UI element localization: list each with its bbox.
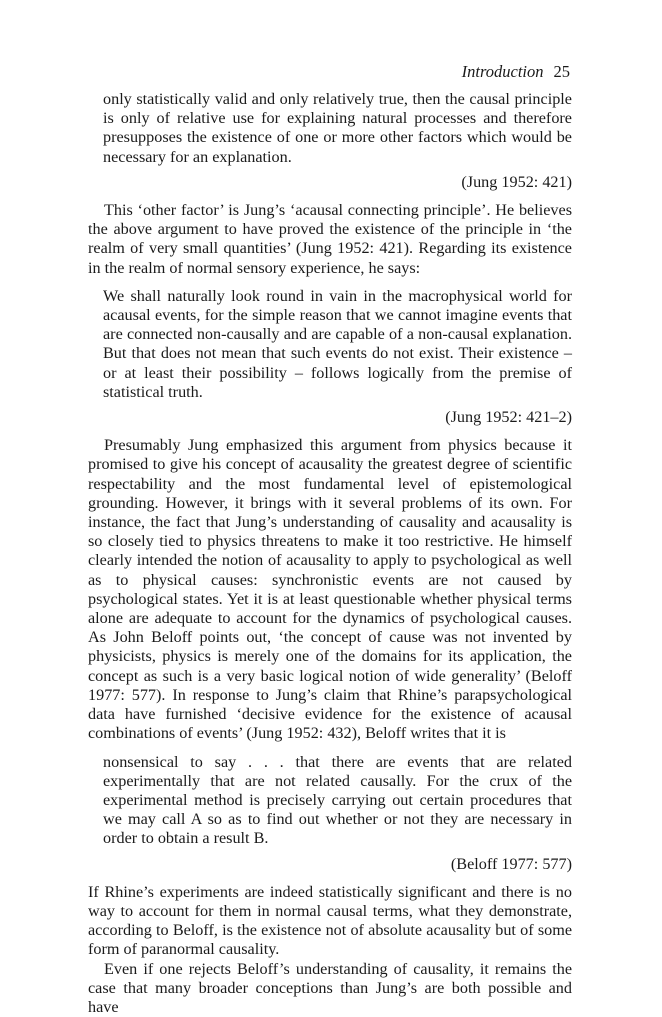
- paragraph-beloff-argument: Presumably Jung emphasized this argument from physics because it promised to give his concept of acausality the greatest degree of scientific respectability and the most fundamental level of epistemological grounding. However, it brings with it several problems of its own. For instance, the fact that Jung’s understanding of causality and acausality is so closely tied to physics threatens to make it too restrictive. He himself clearly intended the notion of acausality to apply to psychological as well as to physical causes: synchronistic events are not caused by psychological states. Yet it is at least questionable whether physical terms alone are adequate to account for the dynamics of psychological causes. As John Beloff points out, ‘the concept of cause was not invented by physicists, physics is merely one of the domains for its application, the concept as such is a very basic logical notion of wide generality’ (Beloff 1977: 577). In response to Jung’s claim that Rhine’s parapsychological data have furnished ‘decisive evidence for the existence of acausal combinations of events’ (Jung 1952: 432), Beloff writes that it is: [88, 436, 572, 743]
- paragraph-rhine-experiments: If Rhine’s experiments are indeed statistically significant and there is no way to account for them in normal causal terms, what they demonstrate, according to Beloff, is the existence not of absolute acausality but of some form of paranormal causality.: [88, 882, 572, 959]
- running-title: Introduction: [461, 62, 544, 81]
- paragraph-other-factor: This ‘other factor’ is Jung’s ‘acausal connecting principle’. He believes the above argument to have proved the existence of the principle in ‘the realm of very small quantities’ (Jung 1952: 421). Regarding its existence in the realm of normal sensory experience, he says:: [88, 201, 572, 277]
- block-quote-beloff: nonsensical to say . . . that there are events that are related experimentally that are not related causally. For the crux of the experimental method is precisely carrying out certain procedures that we may call A so as to find out whether or not they are necessary in order to obtain a result B.: [103, 752, 572, 848]
- citation-jung-1: (Jung 1952: 421): [461, 172, 572, 191]
- block-quote-jung-1: only statistically valid and only relatively true, then the causal principle is only of relative use for explaining natural processes and therefore presupposes the existence of one or more other factors which would be necessary for an explanation.: [103, 90, 572, 166]
- page-number: 25: [553, 62, 570, 81]
- citation-jung-2: (Jung 1952: 421–2): [445, 408, 572, 427]
- citation-beloff: (Beloff 1977: 577): [450, 854, 572, 873]
- page-body: [88, 90, 572, 1017]
- block-quote-jung-2: We shall naturally look round in vain in the macrophysical world for acausal events, for the simple reason that we cannot imagine events that are connected non-causally and are capable of a non-causal explanation. But that does not mean that such events do not exist. Their existence – or at least their possibility – follows logically from the premise of statistical truth.: [103, 286, 572, 401]
- paragraph-broader-conceptions: Even if one rejects Beloff’s understanding of causality, it remains the case that many broader conceptions than Jung’s are both possible and have: [88, 959, 572, 1016]
- running-header: [462, 62, 570, 82]
